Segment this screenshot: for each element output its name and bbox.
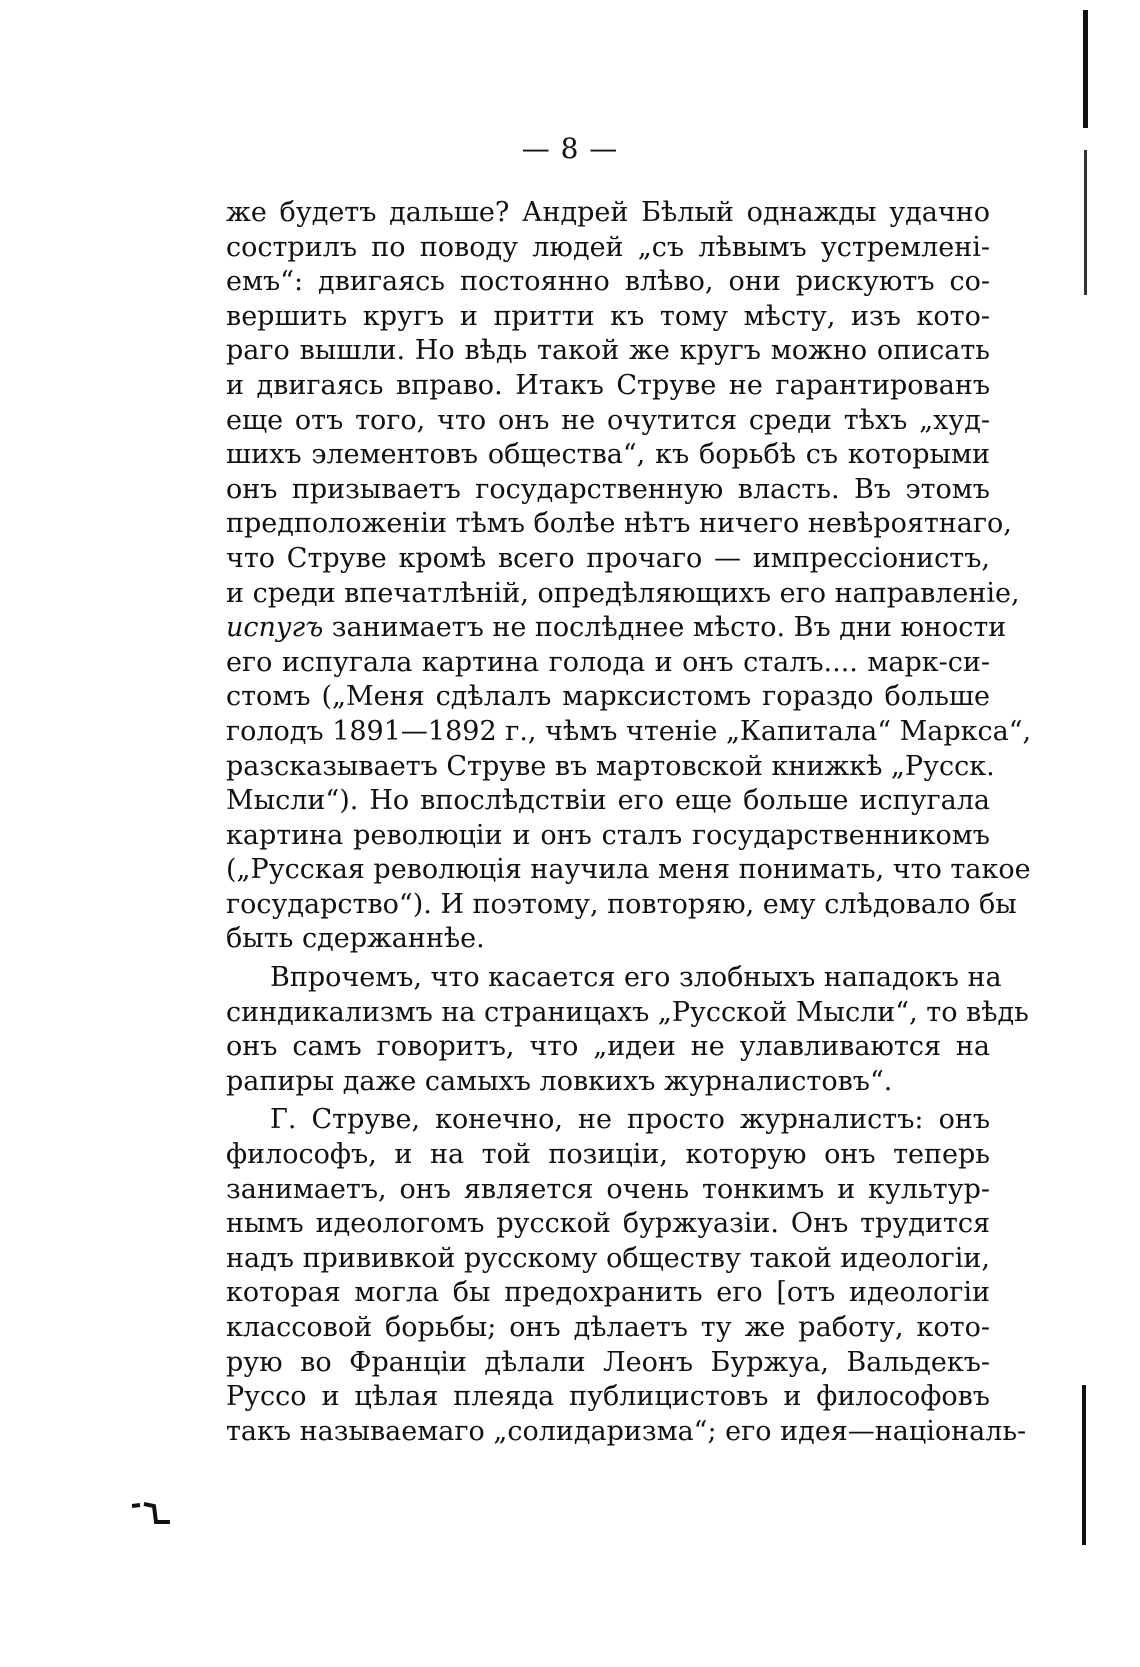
text-line: быть сдержаннѣе. [226,923,485,955]
text-line: шихъ элементовъ общества“, къ борьбѣ съ которыми [226,439,990,471]
text-line: стомъ („Меня сдѣлалъ марксистомъ гораздо больше [226,681,990,713]
text-line: нымъ идеологомъ русской буржуазіи. Онъ трудится [226,1208,990,1240]
paragraph-2 [226,961,1029,1099]
text-line: надъ прививкой русскому обществу такой идеологіи, [226,1242,990,1274]
text-line: разсказываетъ Струве въ мартовской книжкѣ „Русск. [226,750,995,782]
text-line: голодъ 1891—1892 г., чѣмъ чтеніе „Капитала“ Маркса“, [226,715,1032,747]
text-line: государство“). И поэтому, повторяю, ему слѣдовало бы [226,888,1017,920]
text-line: занимаетъ, онъ является очень тонкимъ и культур- [226,1173,990,1205]
text-line: Впрочемъ, что касается его злобныхъ нападокъ на [270,962,1002,994]
scan-edge-mark-bottom [1082,1385,1086,1545]
text-line [226,611,1007,646]
scan-edge-mark-middle [1084,150,1087,295]
text-line: раго вышли. Но вѣдь такой же кругъ можно описать [226,335,990,367]
italic-word: испугъ [226,612,324,644]
paragraph-3 [226,1103,1027,1449]
text-line: его испугала картина голода и онъ сталъ.... марк-си- [226,646,990,678]
text-line: философъ, и на той позиціи, которую онъ теперь [226,1139,990,1171]
text-line: же будетъ дальше? Андрей Бѣлый однажды удачно [226,197,990,228]
text-line: классовой борьбы; онъ дѣлаетъ ту же работу, кото- [226,1312,990,1343]
text-line: предположеніи тѣмъ болѣе нѣтъ ничего невѣроятнаго, [226,508,1012,540]
text-line: онъ призываетъ государственную власть. Въ этомъ [226,473,990,505]
text-line: Г. Струве, конечно, не просто журналистъ: онъ [270,1104,990,1136]
paragraph-1 [226,196,1032,957]
text-line: такъ называемаго „солидаризма“; его идея—національ- [226,1415,1027,1447]
text-line: которая могла бы предохранить его [отъ идеологіи [226,1277,990,1309]
text-line: рую во Франціи дѣлали Леонъ Буржуа, Вальдекъ- [226,1346,990,1378]
text-line: еще отъ того, что онъ не очутится среди тѣхъ „худ- [226,404,990,436]
scan-edge-mark-top [1083,10,1088,128]
text-line: онъ самъ говоритъ, что „идеи не улавливаются на [226,1031,990,1063]
text-line: синдикализмъ на страницахъ „Русской Мысли“, то вѣдь [226,996,1029,1028]
scan-artifact-mark [130,1500,178,1530]
text-line: емъ“: двигаясь постоянно влѣво, они рискуютъ со- [226,266,990,298]
text-line: и двигаясь вправо. Итакъ Струве не гарантированъ [226,369,990,401]
text-line: рапиры даже самыхъ ловкихъ журналистовъ“. [226,1065,893,1097]
text-line: вершить кругъ и притти къ тому мѣсту, изъ кото- [226,300,990,332]
text-line: что Струве кромѣ всего прочаго — импрессіонистъ, [226,542,990,574]
text-line: и среди впечатлѣній, опредѣляющихъ его направленіе, [226,577,1020,609]
page-number: — 8 — [521,132,619,165]
body-text [226,196,1032,1449]
text-fragment: занимаетъ не послѣднее мѣсто. Въ дни юности [323,612,1007,644]
text-line: Мысли“). Но впослѣдствіи его еще больше испугала [226,785,990,817]
text-line: („Русская революція научила меня понимать, что такое [226,854,1031,886]
text-line: картина революціи и онъ сталъ государственникомъ [226,819,990,851]
text-line: сострилъ по поводу людей „съ лѣвымъ устремлені- [226,231,990,263]
text-line: Руссо и цѣлая плеяда публицистовъ и философовъ [226,1381,990,1413]
